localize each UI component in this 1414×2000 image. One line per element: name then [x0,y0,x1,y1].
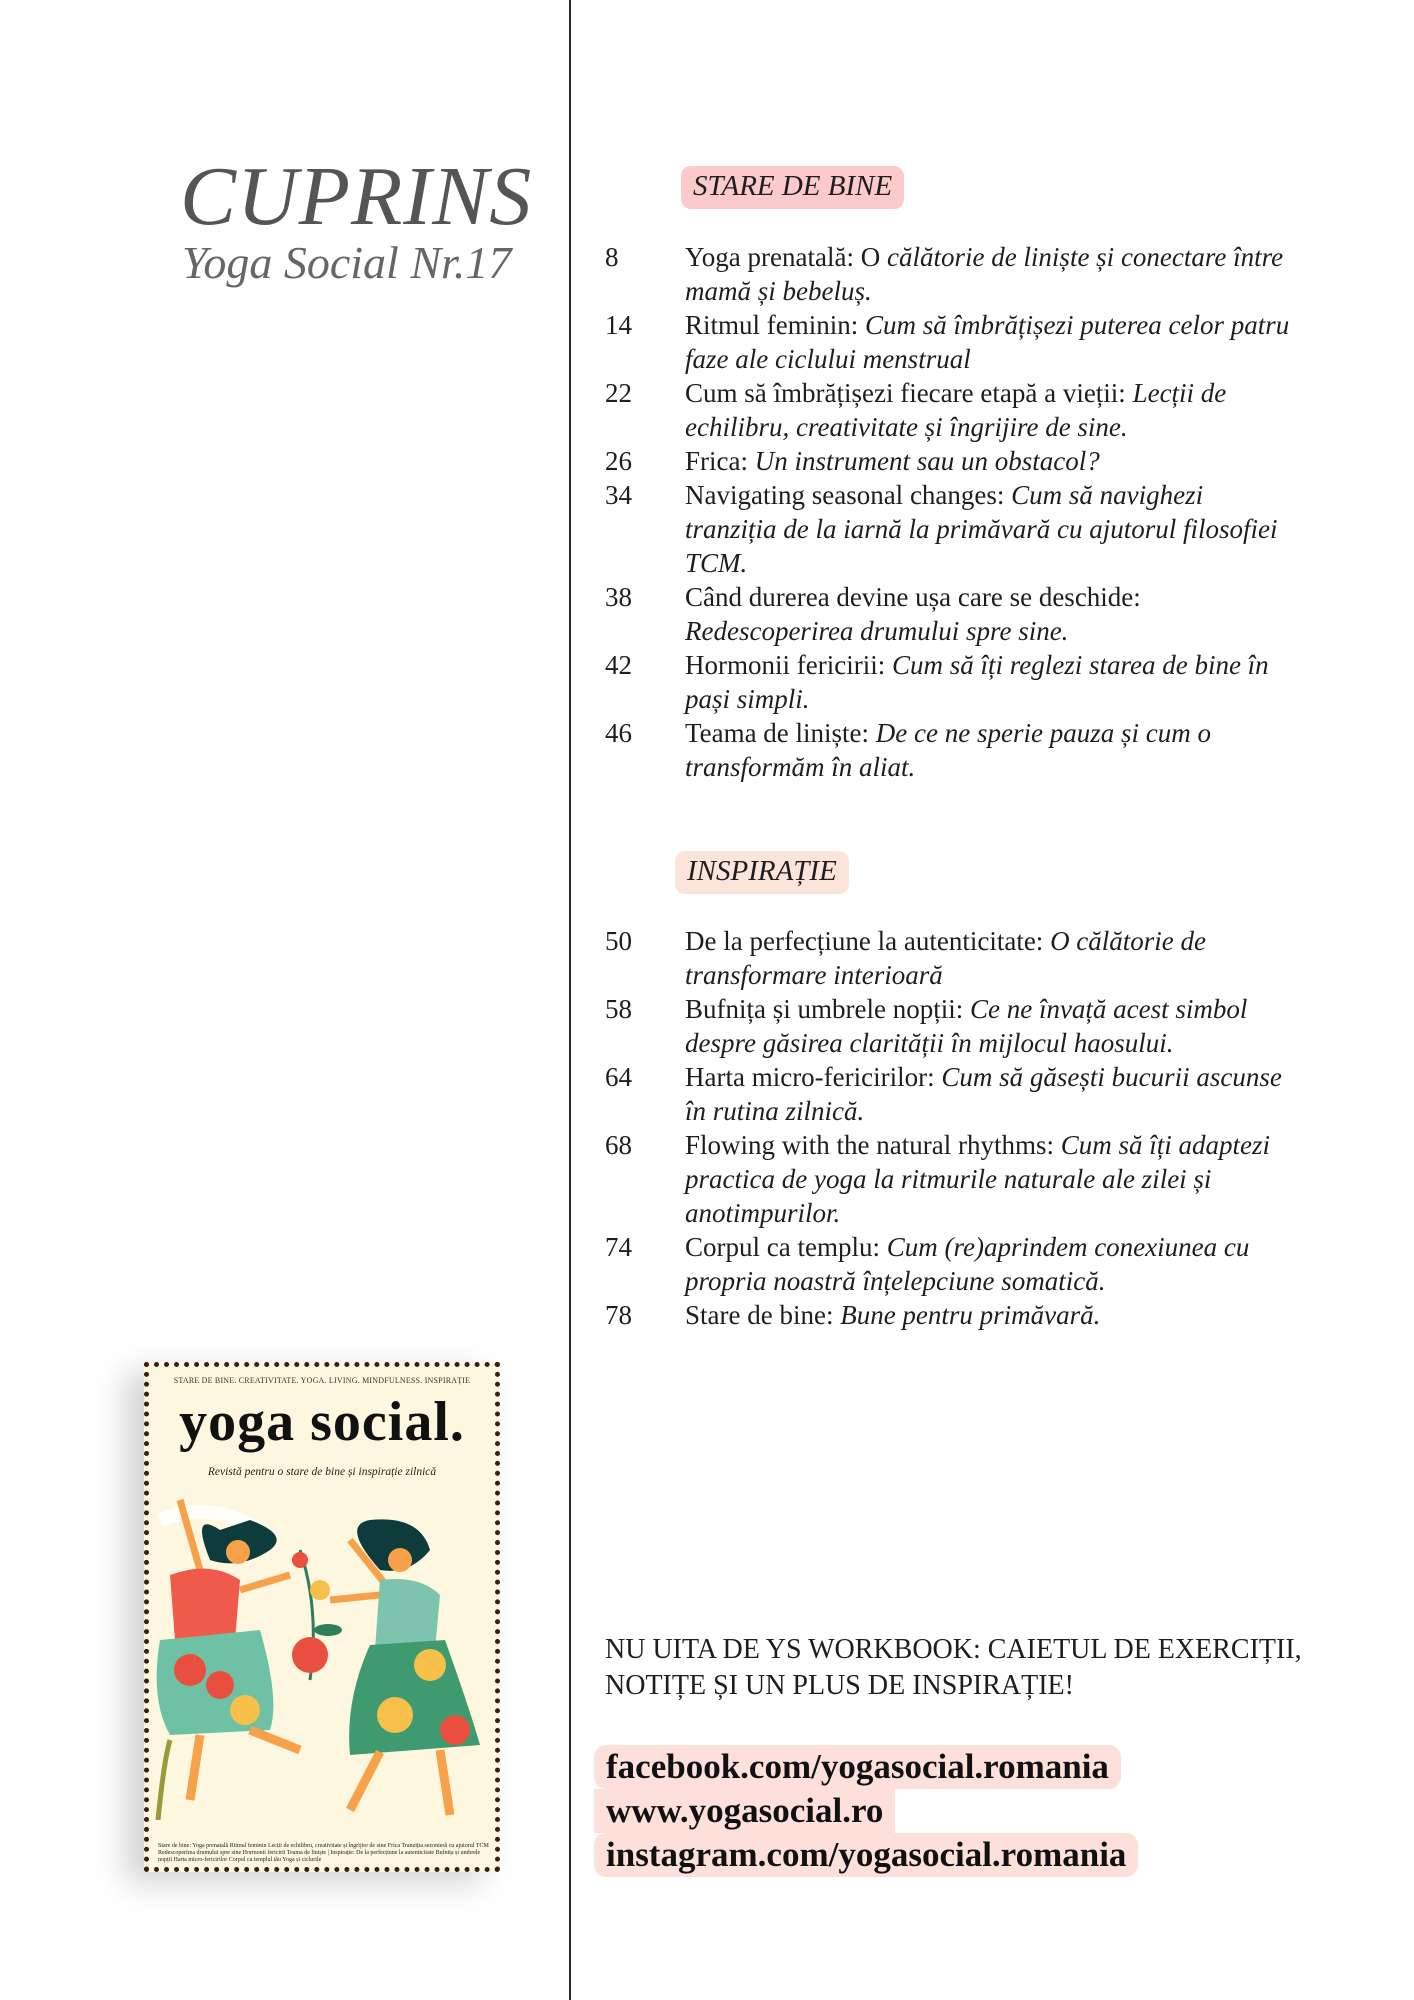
page-number: 38 [605,582,632,612]
toc-entry[interactable] [605,376,1295,444]
entry-title: Flowing with the natural rhythms: [685,1130,1061,1160]
page-number: 8 [605,242,619,272]
page-number: 26 [605,446,632,476]
entry-text [685,1298,1295,1332]
entry-subtitle: Cum să îți adaptezi practica de yoga la ritmurile naturale ale zilei și anotimpurilor. [685,1130,1270,1228]
entry-subtitle: Cum să găsești bucurii ascunse în rutina zilnică. [685,1062,1282,1126]
entry-subtitle: O călătorie de transformare interioară [685,926,1207,990]
entry-subtitle: Bune pentru primăvară. [840,1300,1101,1330]
entry-text [685,478,1295,580]
page-number: 34 [605,480,632,510]
page-title: CUPRINS [180,150,533,243]
toc-entry[interactable] [605,444,1295,478]
entry-subtitle: Cum să îmbrățișezi puterea celor patru faze ale ciclului menstrual [685,310,1290,374]
toc-entry[interactable] [605,240,1295,308]
cover-dotted-border [144,1362,500,1872]
entry-subtitle: Lecții de echilibru, creativitate și îngrijire de sine. [685,378,1227,442]
toc-entry[interactable] [605,648,1295,716]
entry-title: De la perfecțiune la autenticitate: [685,926,1051,956]
entry-title: Când durerea devine ușa care se deschide: [685,582,1141,612]
page-number: 42 [605,650,632,680]
entry-text [685,1128,1295,1230]
section-badge-inspiratie: INSPIRAȚIE [675,851,849,894]
entry-text [685,580,1295,648]
page-number: 78 [605,1300,632,1330]
toc-entry[interactable] [605,1298,1295,1332]
entry-subtitle: De ce ne sperie pauza și cum o transformăm în aliat. [685,718,1211,782]
instagram-link[interactable]: instagram.com/yogasocial.romania [594,1833,1138,1877]
toc-list-inspiratie [605,924,1295,1332]
entry-subtitle: Cum să îți reglezi starea de bine în pași simpli. [685,650,1269,714]
toc-entry[interactable] [605,924,1295,992]
page-number: 22 [605,378,632,408]
toc-entry[interactable] [605,992,1295,1060]
toc-list-stare-de-bine [605,240,1295,784]
toc-entry[interactable] [605,1230,1295,1298]
facebook-link[interactable]: facebook.com/yogasocial.romania [594,1745,1121,1789]
entry-title: Teama de liniște: [685,718,876,748]
cover-logo: yoga social. [179,1391,465,1453]
entry-title: Corpul ca templu: [685,1232,887,1262]
entry-title: Harta micro-fericirilor: [685,1062,942,1092]
entry-subtitle: Cum să navighezi tranziția de la iarnă la primăvară cu ajutorul filosofiei TCM. [685,480,1278,578]
entry-subtitle: Redescoperirea drumului spre sine. [685,616,1069,646]
website-link[interactable]: www.yogasocial.ro [594,1789,895,1833]
entry-text [685,924,1295,992]
page-number: 68 [605,1130,632,1160]
entry-text [685,308,1295,376]
entry-title: Navigating seasonal changes: [685,480,1012,510]
entry-text [685,716,1295,784]
page-number: 64 [605,1062,632,1092]
entry-text [685,1060,1295,1128]
toc-entry[interactable] [605,1128,1295,1230]
toc-entry[interactable] [605,1060,1295,1128]
section-badge-stare-de-bine: STARE DE BINE [681,166,904,209]
toc-entry[interactable] [605,580,1295,648]
entry-subtitle: călătorie de liniște și conectare între mamă și bebeluș. [685,242,1284,306]
entry-text [685,1230,1295,1298]
entry-text [685,648,1295,716]
cover-contents-footer: Stare de bine: Yoga prenatală Ritmul feminin Lecții de echilibru, creativitate și îngrijire de sine Frica Tranziția sezonieră cu ajutorul TCM Redescoperirea drumului spre sine Hormonii fericirii Teama de liniște | Inspirație: De la perfecțiune la autenticitate Bufnița și umbrele nopții Harta micro-fericirilor Corpul ca templul tău Yoga și ciclurile [158,1843,489,1863]
column-divider [569,0,571,2000]
page-number: 74 [605,1232,632,1262]
page-number: 50 [605,926,632,956]
entry-text [685,992,1295,1060]
cover-tags: STARE DE BINE. CREATIVITATE. YOGA. LIVING. MINDFULNESS. INSPIRAȚIE [173,1376,471,1385]
entry-title: Ritmul feminin: [685,310,865,340]
cover-tagline: Revistă pentru o stare de bine și inspirație zilnică [207,1466,437,1478]
entry-title: Bufnița și umbrele nopții: [685,994,970,1024]
page-number: 58 [605,994,632,1024]
issue-subtitle: Yoga Social Nr.17 [182,237,512,288]
toc-entry[interactable] [605,308,1295,376]
toc-entry[interactable] [605,716,1295,784]
workbook-notice: NU UITA DE YS WORKBOOK: CAIETUL DE EXERCIȚII, NOTIȚE ȘI UN PLUS DE INSPIRAȚIE! [605,1634,1302,1701]
magazine-cover[interactable] [144,1362,500,1872]
entry-subtitle: Cum (re)aprindem conexiunea cu propria noastră înțelepciune somatică. [685,1232,1250,1296]
entry-text [685,376,1295,444]
entry-title: Frica: [685,446,755,476]
entry-title: Cum să îmbrățișezi fiecare etapă a vieții: [685,378,1133,408]
entry-subtitle: Un instrument sau un obstacol? [754,446,1100,476]
entry-title: Stare de bine: [685,1300,841,1330]
entry-subtitle: Ce ne învață acest simbol despre găsirea clarității în mijlocul haosului. [685,994,1248,1058]
toc-entry[interactable] [605,478,1295,580]
entry-text [685,444,1295,478]
page-number: 46 [605,718,632,748]
page-number: 14 [605,310,632,340]
entry-text [685,240,1295,308]
entry-title: Yoga prenatală: O [685,242,887,272]
entry-title: Hormonii fericirii: [685,650,892,680]
social-links [594,1745,1138,1877]
